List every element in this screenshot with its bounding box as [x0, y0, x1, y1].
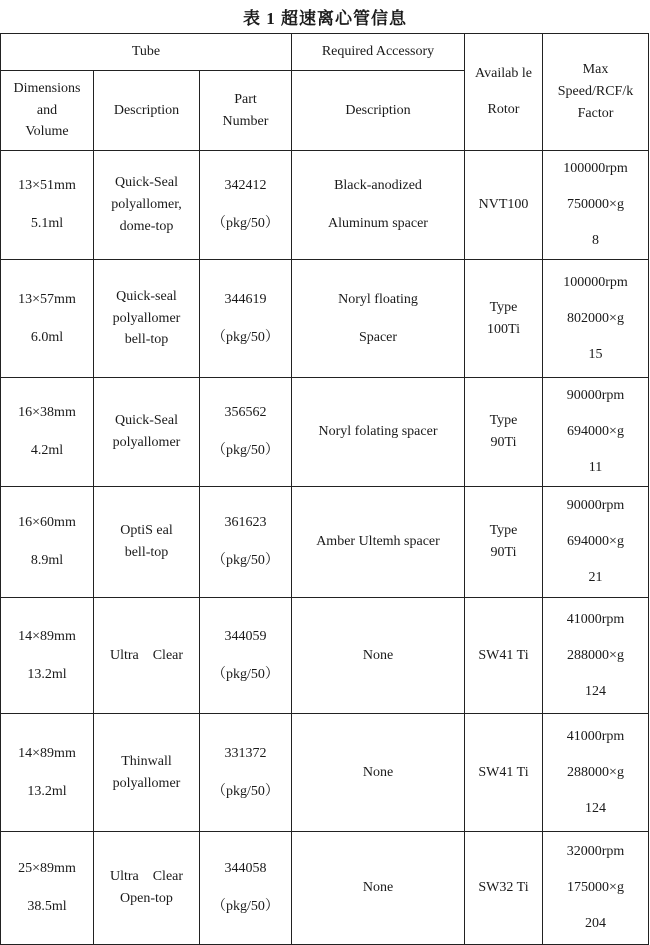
tube-description-cell: [94, 487, 200, 598]
tube-description-cell-line: Ultra Clear: [109, 869, 184, 885]
part-number-cell-line: 356562: [224, 405, 267, 420]
accessory-description-cell: [292, 598, 465, 714]
tube-description-cell-line: bell-top: [124, 545, 169, 560]
tube-description-cell-line: bell-top: [124, 332, 169, 348]
part-number-header: Part Number: [200, 71, 292, 151]
tube-dimensions-cell-line: 6.0ml: [30, 329, 64, 345]
max-speed-cell-line: 124: [585, 800, 606, 816]
tube-dimensions-cell-line: 14×89mm: [18, 628, 76, 644]
part-number-cell: [200, 487, 292, 598]
rotor-cell-line: NVT100: [478, 197, 529, 213]
tube-description-cell-line: Ultra Clear: [109, 647, 184, 663]
part-number-cell: [200, 714, 292, 832]
part-number-cell-line: （pkg/50）: [212, 666, 279, 682]
tube-description-cell-line: Thinwall: [121, 753, 172, 769]
table-row: [1, 260, 649, 378]
max-speed-cell: [543, 260, 649, 378]
rotor-cell: [465, 487, 543, 598]
tube-description-cell-line: polyallomer: [112, 310, 181, 326]
accessory-description-cell-line: Aluminum spacer: [328, 216, 428, 231]
max-speed-cell-line: 124: [585, 683, 606, 699]
tube-dimensions-cell-line: 13.2ml: [27, 666, 67, 682]
max-speed-cell-line: 32000rpm: [566, 844, 625, 859]
accessory-description-cell: [292, 378, 465, 487]
rotor-cell: [465, 260, 543, 378]
tube-dimensions-cell: [1, 487, 94, 598]
rotor-cell: [465, 378, 543, 487]
rotor-cell-line: 90Ti: [490, 435, 517, 450]
tube-description-cell-line: polyallomer: [112, 775, 181, 791]
accessory-description-cell-line: Black-anodized: [334, 178, 422, 193]
tube-dimensions-cell: [1, 151, 94, 260]
part-number-cell: [200, 832, 292, 945]
max-speed-cell-line: 90000rpm: [566, 388, 625, 403]
part-number-cell-line: 331372: [224, 745, 267, 761]
rotor-cell-line: SW32 Ti: [478, 880, 529, 896]
max-speed-cell: [543, 598, 649, 714]
part-number-cell: [200, 151, 292, 260]
tube-header: Tube: [1, 34, 292, 71]
max-speed-cell: [543, 832, 649, 945]
max-speed-cell-line: 204: [585, 916, 606, 931]
max-speed-cell-line: 15: [588, 346, 603, 362]
max-speed-cell-line: 100000rpm: [563, 274, 628, 290]
tube-description-cell-line: Quick-seal: [116, 288, 177, 304]
tube-dimensions-cell-line: 25×89mm: [18, 861, 76, 876]
part-number-cell-line: 361623: [224, 515, 267, 530]
tube-description-cell-line: polyallomer,: [111, 197, 182, 213]
tube-dimensions-cell-line: 16×60mm: [18, 515, 76, 530]
available-rotor-header: Availab le Rotor: [465, 34, 543, 151]
table-title: 表 1 超速离心管信息: [243, 9, 407, 28]
part-number-cell: [200, 260, 292, 378]
tube-dimensions-cell: [1, 714, 94, 832]
rotor-cell-line: SW41 Ti: [478, 647, 529, 663]
rotor-cell-line: 100Ti: [487, 321, 520, 337]
part-number-cell: [200, 378, 292, 487]
accessory-description-cell-line: Noryl folating spacer: [318, 424, 438, 439]
part-number-cell-line: （pkg/50）: [212, 553, 279, 568]
accessory-description-cell-line: Spacer: [358, 329, 398, 345]
rotor-cell-line: Type: [489, 413, 518, 429]
rotor-cell-line: Type: [489, 523, 518, 539]
accessory-description-cell-line: Noryl floating: [338, 291, 418, 307]
max-speed-cell-line: 41000rpm: [566, 611, 625, 627]
centrifuge-tube-table: [0, 33, 649, 945]
tube-description-cell: [94, 151, 200, 260]
tube-dimensions-cell-line: 4.2ml: [30, 443, 64, 458]
accessory-description-cell: [292, 832, 465, 945]
max-speed-cell-line: 8: [592, 233, 599, 248]
part-number-cell-line: （pkg/50）: [212, 443, 279, 458]
accessory-description-cell-line: None: [362, 764, 394, 780]
rotor-cell: [465, 151, 543, 260]
part-number-cell-line: （pkg/50）: [212, 216, 279, 231]
table-row: [1, 598, 649, 714]
tube-description-cell-line: Quick-Seal: [115, 175, 178, 191]
max-speed-header: Max Speed/RCF/k Factor: [543, 34, 649, 151]
part-number-cell: [200, 598, 292, 714]
table-row: [1, 378, 649, 487]
required-accessory-header: Required Accessory: [292, 34, 465, 71]
rotor-cell-line: SW41 Ti: [478, 764, 529, 780]
table-row: [1, 714, 649, 832]
tube-dimensions-cell: [1, 598, 94, 714]
tube-dimensions-cell-line: 5.1ml: [30, 216, 64, 231]
table-row: [1, 487, 649, 598]
max-speed-cell-line: 90000rpm: [566, 498, 625, 513]
accessory-description-cell: [292, 151, 465, 260]
dimensions-header: Dimensions and Volume: [1, 71, 94, 151]
tube-dimensions-cell-line: 8.9ml: [30, 553, 64, 568]
tube-dimensions-cell-line: 14×89mm: [18, 745, 76, 761]
tube-description-cell: [94, 378, 200, 487]
max-speed-cell-line: 288000×g: [567, 647, 624, 663]
max-speed-cell-line: 802000×g: [567, 310, 624, 326]
rotor-cell: [465, 832, 543, 945]
accessory-description-cell: [292, 714, 465, 832]
max-speed-cell: [543, 378, 649, 487]
accessory-description-header: Description: [292, 71, 465, 151]
max-speed-cell-line: 175000×g: [567, 880, 624, 895]
part-number-cell-line: （pkg/50）: [212, 329, 279, 345]
accessory-description-cell: [292, 260, 465, 378]
part-number-cell-line: （pkg/50）: [212, 899, 279, 914]
part-number-cell-line: 344058: [224, 861, 267, 876]
rotor-cell-line: Type: [489, 299, 518, 315]
part-number-cell-line: 344059: [224, 628, 267, 644]
tube-description-cell: [94, 832, 200, 945]
tube-description-cell: [94, 260, 200, 378]
tube-description-header: Description: [94, 71, 200, 151]
tube-description-cell-line: Quick-Seal: [115, 413, 178, 429]
max-speed-cell-line: 750000×g: [567, 197, 624, 212]
tube-dimensions-cell-line: 13×57mm: [18, 291, 76, 307]
max-speed-cell: [543, 714, 649, 832]
tube-dimensions-cell-line: 13×51mm: [18, 178, 76, 193]
rotor-cell-line: 90Ti: [490, 545, 517, 560]
part-number-cell-line: （pkg/50）: [212, 783, 279, 799]
tube-dimensions-cell-line: 38.5ml: [27, 899, 67, 914]
max-speed-cell-line: 41000rpm: [566, 728, 625, 744]
table-row: [1, 151, 649, 260]
max-speed-cell-line: 21: [588, 570, 603, 585]
tube-description-cell: [94, 598, 200, 714]
rotor-cell: [465, 598, 543, 714]
max-speed-cell: [543, 151, 649, 260]
rotor-cell: [465, 714, 543, 832]
tube-description-cell-line: Open-top: [120, 891, 173, 906]
accessory-description-cell: [292, 487, 465, 598]
table-row: [1, 832, 649, 945]
tube-dimensions-cell-line: 16×38mm: [18, 405, 76, 420]
max-speed-cell: [543, 487, 649, 598]
part-number-cell-line: 342412: [224, 178, 267, 193]
max-speed-cell-line: 100000rpm: [563, 161, 628, 176]
accessory-description-cell-line: None: [362, 647, 394, 663]
tube-description-cell-line: OptiS eal: [120, 523, 173, 539]
max-speed-cell-line: 694000×g: [567, 424, 624, 439]
tube-description-cell: [94, 714, 200, 832]
tube-dimensions-cell: [1, 832, 94, 945]
accessory-description-cell-line: Amber Ultemh spacer: [316, 534, 440, 549]
tube-description-cell-line: dome-top: [119, 218, 174, 234]
table-body: [1, 151, 649, 945]
tube-dimensions-cell: [1, 378, 94, 487]
tube-dimensions-cell-line: 13.2ml: [27, 783, 67, 799]
max-speed-cell-line: 288000×g: [567, 764, 624, 780]
tube-dimensions-cell: [1, 260, 94, 378]
accessory-description-cell-line: None: [362, 880, 394, 895]
max-speed-cell-line: 694000×g: [567, 534, 624, 549]
max-speed-cell-line: 11: [588, 460, 603, 475]
part-number-cell-line: 344619: [224, 291, 267, 307]
tube-description-cell-line: polyallomer: [112, 435, 181, 450]
